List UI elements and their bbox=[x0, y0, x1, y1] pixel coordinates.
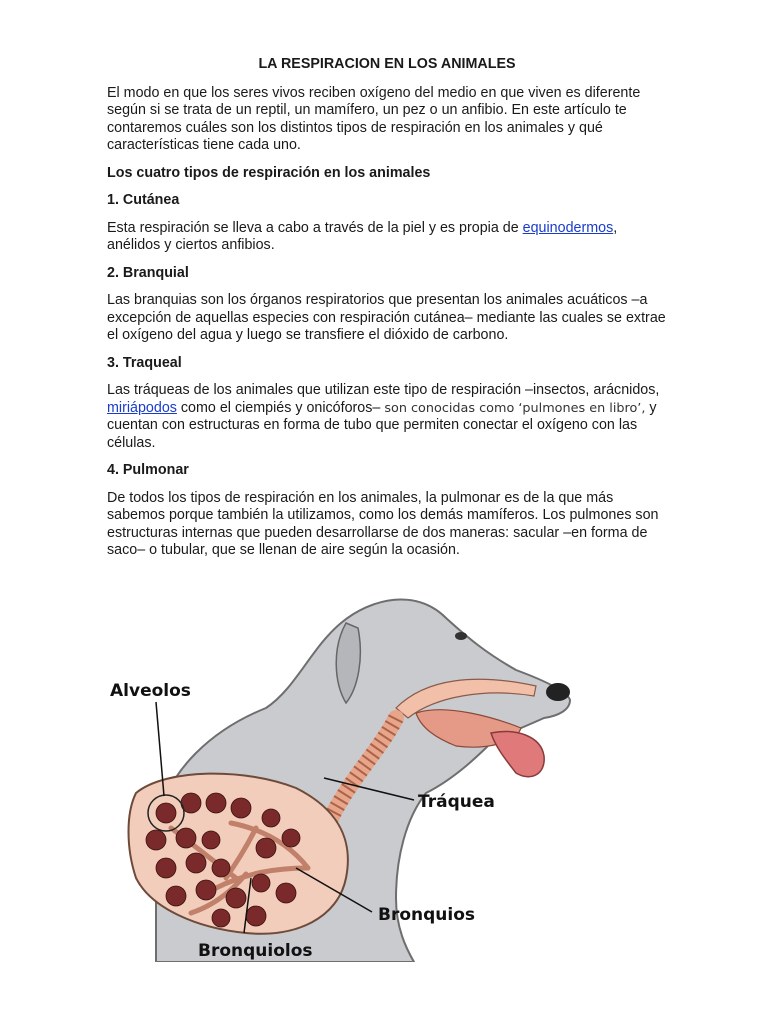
document-body bbox=[107, 56, 667, 570]
intro-paragraph: El modo en que los seres vivos reciben oxígeno del medio en que viven es diferente según si se trata de un reptil, un mamífero, un pez o un anfibio. En este artículo te contaremos cuáles son los distintos tipos de respiración en los animales y qué características tiene cada uno. bbox=[107, 84, 641, 153]
types-heading: Los cuatro tipos de respiración en los animales bbox=[107, 164, 431, 181]
section-text-cutanea bbox=[107, 220, 667, 255]
section-heading-pulmonar: 4. Pulmonar bbox=[107, 462, 189, 478]
section-text-branquial: Las branquias son los órganos respiratorios que presentan los animales acuáticos –a excepción de aquellas especies con respiración cutánea– mediante las cuales se extrae el oxígeno del agua y luego se transfiere el dióxido de carbono. bbox=[107, 292, 666, 343]
traqueal-text-before: Las tráqueas de los animales que utilizan este tipo de respiración –insectos, arácnidos, bbox=[107, 382, 660, 398]
dog-eye bbox=[455, 632, 467, 640]
section-heading-traqueal: 3. Traqueal bbox=[107, 354, 182, 371]
miriapodos-link[interactable]: miriápodos bbox=[107, 399, 177, 416]
dog-nose bbox=[546, 683, 570, 701]
section-text-pulmonar: De todos los tipos de respiración en los animales, la pulmonar es de la que más sabemos porque también la utilizamos, como los demás mamíferos. Los pulmones son estructuras internas que pueden desarrollarse de dos maneras: sacular –en forma de saco– o tubular, que se llenan de aire según la ocasión. bbox=[107, 489, 659, 558]
section-heading-branquial: 2. Branquial bbox=[107, 264, 189, 281]
traqueal-quoted-text: son conocidas como ‘pulmones en libro’, bbox=[384, 400, 646, 416]
dog-respiratory-svg bbox=[96, 578, 574, 962]
section-heading-cutanea: 1. Cutánea bbox=[107, 192, 180, 208]
traqueal-text-middle: como el ciempiés y onicóforos– bbox=[176, 399, 385, 416]
cutanea-text-after: , anélidos y ciertos anfibios. bbox=[107, 219, 618, 253]
label-bronquios: Bronquios bbox=[378, 905, 476, 925]
label-traquea: Tráquea bbox=[418, 792, 495, 812]
section-text-traqueal bbox=[107, 382, 667, 452]
dog-tongue bbox=[491, 732, 544, 777]
label-alveolos: Alveolos bbox=[110, 681, 191, 701]
cutanea-text-before: Esta respiración se lleva a cabo a través de la piel y es propia de bbox=[107, 219, 523, 236]
equinodermos-link[interactable]: equinodermos bbox=[522, 219, 614, 236]
dog-respiratory-diagram bbox=[96, 578, 574, 962]
label-bronquiolos: Bronquiolos bbox=[198, 941, 313, 961]
traqueal-text-after: y cuentan con estructuras en forma de tubo que permiten conectar el oxígeno con las células. bbox=[107, 399, 657, 451]
document-title: LA RESPIRACION EN LOS ANIMALES bbox=[258, 56, 516, 72]
